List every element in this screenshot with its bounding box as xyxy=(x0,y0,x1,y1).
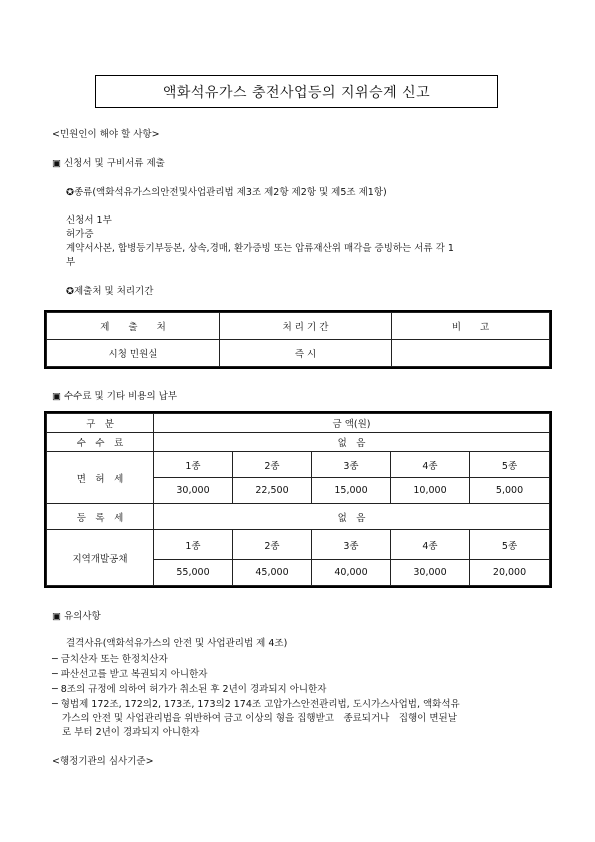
table-cell: 없 음 xyxy=(154,504,550,530)
table-cell: 4종 xyxy=(391,530,470,560)
table-cell: 수 수 료 xyxy=(47,433,154,452)
table-cell: 1종 xyxy=(154,530,233,560)
header-cell: 금 액(원) xyxy=(154,414,550,433)
header-cell: 처 리 기 간 xyxy=(220,313,392,340)
table-cell: 2종 xyxy=(233,530,312,560)
table-cell: 지역개발공채 xyxy=(47,530,154,586)
table-cell: 40,000 xyxy=(312,560,391,586)
table-row xyxy=(47,340,550,367)
table-row xyxy=(47,504,550,530)
table-cell: 면 허 세 xyxy=(47,452,154,504)
notes-line: 로 부터 2년이 경과되지 아니한자 xyxy=(62,727,200,738)
notes-line: ─ 형법제 172조, 172의2, 173조, 173의2 174조 고압가스안전관리법, 도시가스사업법, 액화석유 xyxy=(52,699,460,710)
table-header-row xyxy=(47,313,550,340)
table-cell: 즉 시 xyxy=(220,340,392,367)
table-cell: 시청 민원실 xyxy=(47,340,220,367)
section-review-heading: <행정기관의 심사기준> xyxy=(52,756,154,767)
table-row xyxy=(47,433,550,452)
notes-line: 결격사유(액화석유가스의 안전 및 사업관리법 제 4조) xyxy=(66,638,288,649)
notes-line: 가스의 안전 및 사업관리법을 위반하여 금고 이상의 형을 집행받고 종료되거나 집행이 면된날 xyxy=(62,713,457,724)
docs-heading: ▣ 신청서 및 구비서류 제출 xyxy=(52,158,165,169)
section-applicant-heading: <민원인이 해야 할 사항> xyxy=(52,129,160,140)
table-cell: 등 록 세 xyxy=(47,504,154,530)
docs-item-3: 계약서사본, 합병등기부등본, 상속,경매, 환가증빙 또는 압류재산위 매각을 증빙하는 서류 각 1 xyxy=(66,243,454,254)
docs-item-3-cont: 부 xyxy=(66,257,76,268)
docs-item-1: 신청서 1부 xyxy=(66,215,112,226)
table-cell: 2종 xyxy=(233,452,312,478)
fees-table xyxy=(46,413,550,586)
table-cell: 15,000 xyxy=(312,478,391,504)
table-cell: 30,000 xyxy=(154,478,233,504)
docs-item-2: 허가증 xyxy=(66,229,94,240)
table-cell: 1종 xyxy=(154,452,233,478)
docs-law-reference: ✪종류(액화석유가스의안전및사업관리법 제3조 제2항 제2항 및 제5조 제1항) xyxy=(66,187,387,198)
header-cell: 제 출 처 xyxy=(47,313,220,340)
table-cell: 3종 xyxy=(312,452,391,478)
header-cell: 구 분 xyxy=(47,414,154,433)
table-cell: 5종 xyxy=(470,452,550,478)
table-header-row xyxy=(47,414,550,433)
submit-table xyxy=(46,312,550,367)
notes-line: ─ 파산선고를 받고 복권되지 아니한자 xyxy=(52,669,208,680)
table-row xyxy=(47,530,550,560)
table-cell xyxy=(392,340,550,367)
table-cell: 5,000 xyxy=(470,478,550,504)
page-title: 액화석유가스 충전사업등의 지위승계 신고 xyxy=(95,75,498,108)
table-cell: 5종 xyxy=(470,530,550,560)
table-cell: 22,500 xyxy=(233,478,312,504)
fees-heading: ▣ 수수료 및 기타 비용의 납부 xyxy=(52,391,178,402)
table-cell: 30,000 xyxy=(391,560,470,586)
table-cell: 45,000 xyxy=(233,560,312,586)
notes-heading: ▣ 유의사항 xyxy=(52,611,101,622)
notes-line: ─ 금치산자 또는 한정치산자 xyxy=(52,654,168,665)
table-row xyxy=(47,452,550,478)
table-cell: 55,000 xyxy=(154,560,233,586)
header-cell: 비 고 xyxy=(392,313,550,340)
table-cell: 20,000 xyxy=(470,560,550,586)
table-cell: 4종 xyxy=(391,452,470,478)
table-cell: 없 음 xyxy=(154,433,550,452)
notes-line: ─ 8조의 규정에 의하여 허가가 취소된 후 2년이 경과되지 아니한자 xyxy=(52,684,327,695)
table-cell: 10,000 xyxy=(391,478,470,504)
submit-heading: ✪제출처 및 처리기간 xyxy=(66,286,154,297)
table-cell: 3종 xyxy=(312,530,391,560)
